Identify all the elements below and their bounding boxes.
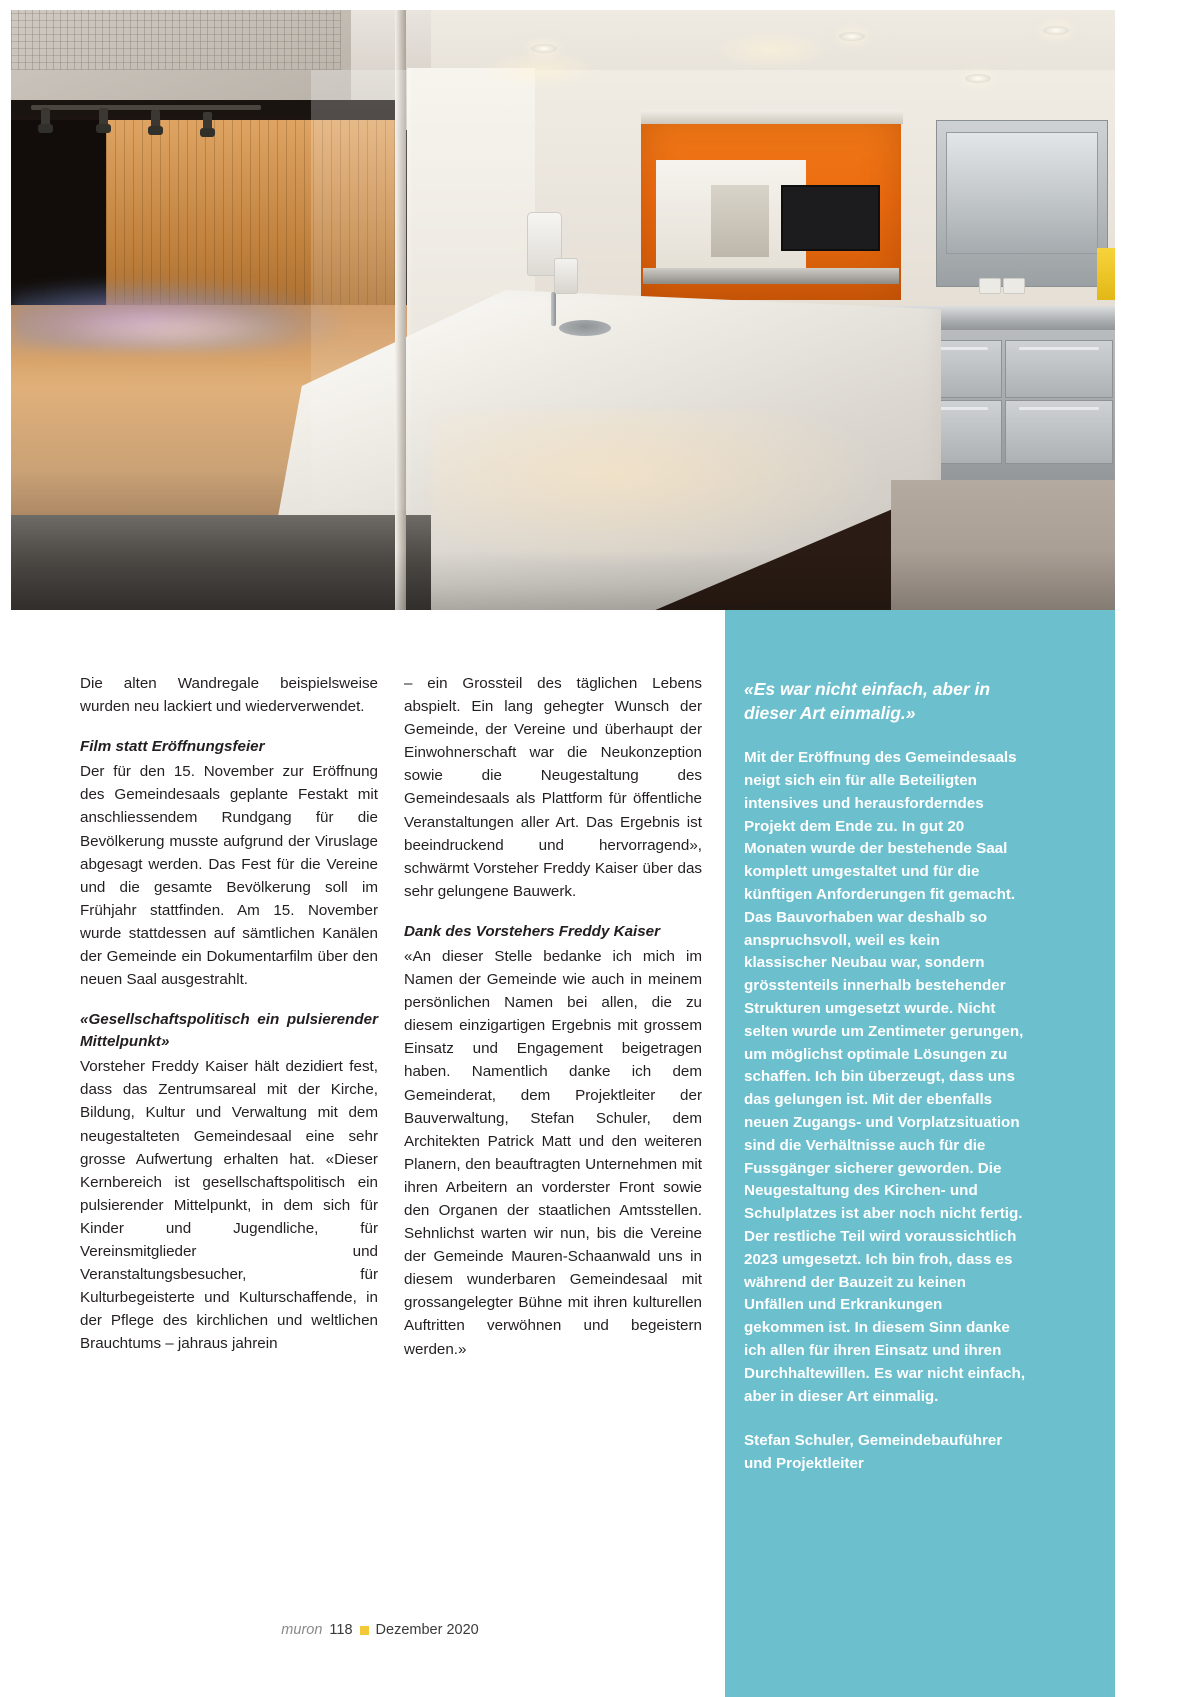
downlight-icon: [965, 74, 991, 83]
ceiling-light-glow: [711, 30, 831, 70]
hatch-interior-equipment: [711, 185, 769, 257]
subheading: Dank des Vorstehers Freddy Kaiser: [404, 922, 661, 940]
sidebar-quote-body: Mit der Eröffnung des Gemeindesaals neigt sich ein für alle Beteiligten intensives und herausforderndes Projekt dem Ende zu. In gut 20 Monaten wurde der bestehende Saal komplett umgestaltet und für die künftigen Anforderungen fit gemacht. Das Bauvorhaben war deshalb so anspruchsvoll, weil es kein klassischer Neubau war, sondern grösstenteils innerhalb bestehender Strukturen umgesetzt wurde. Nicht selten wurde um Zentimeter gerungen, um möglichst optimale Lösungen zu schaffen. Ich bin überzeugt, dass uns das gelungen ist. Mit der ebenfalls neuen Zugangs- und Vorplatzsituation sind die Verhältnisse auch für die Fussgänger sicherer geworden. Die Neugestaltung des Kirchen- und Schulplatzes ist aber noch nicht fertig. Der restliche Teil wird voraussichtlich 2023 umgesetzt. Ich bin froh, dass es während der Bauzeit zu keinen Unfällen und Erkrankungen gekommen ist. In diesem Sinn danke ich allen für ihren Einsatz und ihren Durchhaltewillen. Es war nicht einfach, aber in dieser Art einmalig.: [744, 749, 1026, 1405]
photo-illustration: [11, 10, 1115, 610]
paper-dispenser: [554, 258, 578, 294]
square-bullet-icon: [360, 1626, 369, 1635]
spotlight-icon: [151, 110, 160, 132]
paragraph: Vorsteher Freddy Kaiser hält dezidiert fest, dass das Zentrumsareal mit der Kirche, Bildung, Kultur und Verwaltung mit dem neugestalteten Gemeindesaal eine sehr grosse Aufwertung erhalten hat. «Dieser Kernbereich ist gesellschaftspolitisch ein pulsierender Mittelpunkt, in dem sich für Kinder und Jugendliche, für Vereinsmitglieder und Veranstaltungsbesucher, für Kulturbegeisterte und Kulturschaffende, in der Pflege des kirchlichen und weltlichen Brauchtums – jahraus jahrein: [80, 1058, 378, 1353]
paragraph: «An dieser Stelle bedanke ich mich im Namen der Gemeinde wie auch in meinem persönlichen Namen bei allen, die zu diesem einzigartigen Ergebnis mit grossem Einsatz und Engagement beigetragen haben. Namentlich danke ich dem Gemeinderat, dem Projektleiter der Bauverwaltung, Stefan Schuler, dem Architekten Patrick Matt und den weiteren Planern, den beauftragten Unternehmen mit ihren Arbeitern an vorderster Front sowie den Organen der staatlichen Amtsstellen. Sehnlichst warten wir nun, bis die Vereine der Gemeinde Mauren-Schaanwald uns in diesem wunderbaren Gemeindesaal mit grossangelegter Bühne mit ihren kulturellen Auftritten verwöhnen und begeistern werden.»: [404, 947, 702, 1358]
footer-brand: muron: [281, 1622, 323, 1638]
spotlight-icon: [203, 112, 212, 134]
downlight-icon: [839, 32, 865, 41]
paragraph: Die alten Wandregale beispielsweise wurden neu lackiert und wiederverwendet.: [80, 675, 378, 716]
sidebar-quote-heading: «Es war nicht einfach, aber in dieser Art einmalig.»: [744, 679, 991, 723]
article-photo: [11, 10, 1115, 610]
ceiling-light-glow: [481, 50, 601, 90]
paragraph: – ein Grossteil des täglichen Lebens abspielt. Ein lang gehegter Wunsch der Gemeinde, der Vereine und überhaupt der Einwohnerschaft war die Neukonzeption sowie die Neugestaltung des Gemeindesaals als Plattform für öffentliche Veranstaltungen aller Art. Das Ergebnis ist beeindruckend und hervorragend», schwärmt Vorsteher Freddy Kaiser über das sehr gelungene Bauwerk.: [404, 675, 702, 900]
worktop-light-reflection: [431, 410, 891, 570]
downlight-icon: [1043, 26, 1069, 35]
upper-cabinet-door: [946, 132, 1098, 254]
downlight-icon: [531, 44, 557, 53]
subheading: Film statt Eröffnungsfeier: [80, 738, 265, 756]
hatch-lintel: [641, 110, 903, 124]
floor-light-reflection-2: [51, 310, 301, 350]
lighting-track: [31, 105, 261, 110]
photo-bottom-shading: [11, 550, 1115, 610]
drawer-front: [1005, 340, 1113, 398]
drawer-front: [1005, 400, 1113, 464]
text-column-left: [80, 672, 378, 1355]
power-socket: [979, 278, 1001, 294]
sidebar-signature: Stefan Schuler, Gemeindebauführer und Projektleiter: [744, 1432, 1003, 1473]
wall-monitor: [781, 185, 880, 251]
pull-quote-sidebar: [725, 610, 1115, 1697]
footer-date: Dezember 2020: [375, 1622, 479, 1638]
spotlight-icon: [99, 108, 108, 130]
sink-basin: [559, 320, 611, 336]
sidebar-content: [744, 678, 1026, 1476]
yellow-wall-element: [1097, 248, 1115, 300]
text-column-middle: [404, 672, 702, 1361]
subheading: «Gesellschaftspolitisch ein pulsierender Mittelpunkt»: [80, 1011, 378, 1051]
spotlight-icon: [41, 108, 50, 130]
page-footer: [80, 1622, 680, 1638]
glass-panel: [311, 70, 411, 510]
hatch-counter: [643, 268, 899, 284]
ceiling-grid-panel: [11, 10, 341, 70]
power-socket: [1003, 278, 1025, 294]
page-number: 118: [329, 1622, 353, 1638]
paragraph: Der für den 15. November zur Eröffnung des Gemeindesaals geplante Festakt mit anschliessendem Rundgang für die Bevölkerung musste aufgrund der Viruslage abgesagt werden. Das Fest für die Vereine und die gesamte Bevölkerung soll im Frühjahr stattfinden. Am 15. November wurde stattdessen auf sämtlichen Kanälen der Gemeinde ein Dokumentarfilm über den neuen Saal ausgestrahlt.: [80, 763, 378, 989]
water-tap: [551, 292, 556, 326]
